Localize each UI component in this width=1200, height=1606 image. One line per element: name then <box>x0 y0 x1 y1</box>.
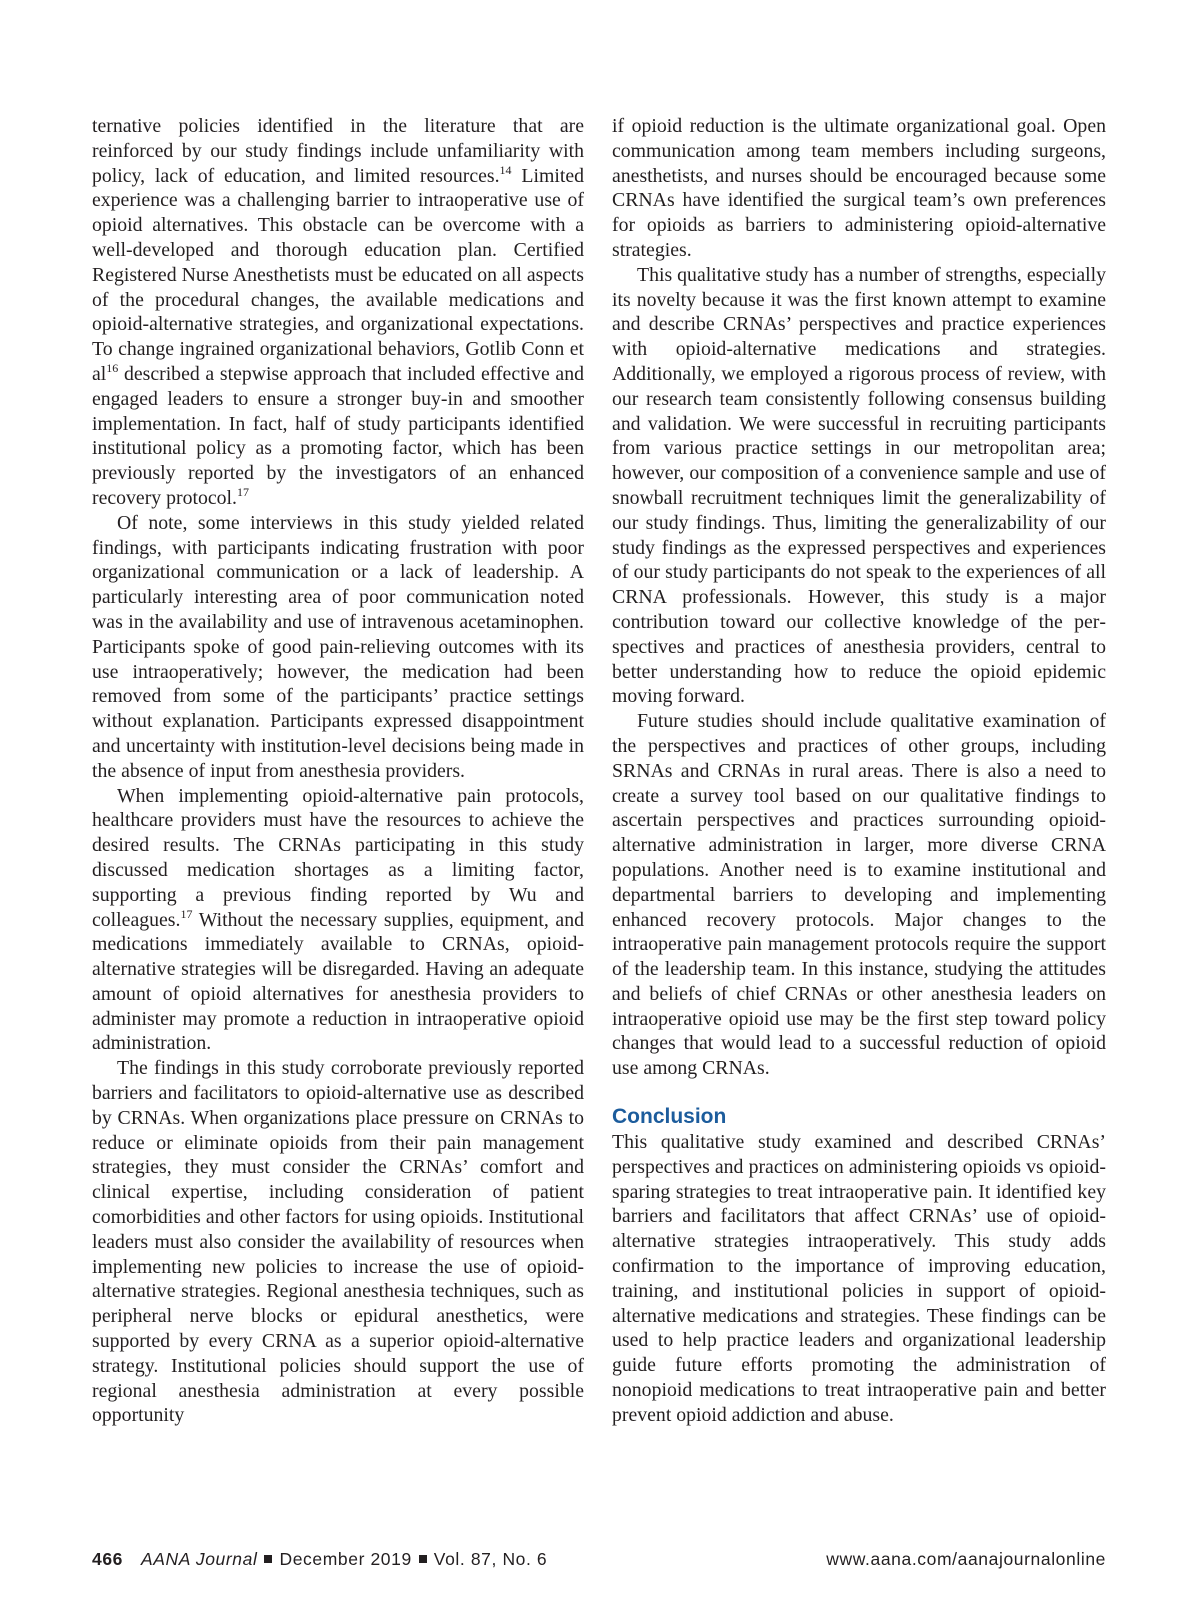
body-paragraph: if opioid reduction is the ultimate organizational goal. Open communication among team members including surgeons, anesthetists, and nurses should be encouraged because some CRNAs have identified the surgical team’s own preferences for opioids as barriers to administering opioid-alternative strategies. <box>612 115 1106 261</box>
page-number: 466 <box>92 1549 123 1569</box>
issue-date: December 2019 <box>279 1549 412 1569</box>
left-column <box>92 114 584 1428</box>
body-paragraph: When implementing opioid-alternative pain protocols, healthcare providers must have the resources to achieve the desired results. The CRNAs participating in this study discussed medication shortages as a limiting factor, supporting a previous finding reported by Wu and colleagues.$^{17}$ Without the necessary supplies, equipment, and medications immediately available to CRNAs, opioid-alternative strategies will be disregarded. Having an adequate amount of opioid alternatives for anesthesia providers to administer may promote a reduction in intraoperative opioid administration. <box>92 784 584 1055</box>
reference-superscript: 14 <box>499 162 512 177</box>
volume-issue: Vol. 87, No. 6 <box>433 1549 548 1569</box>
body-paragraph: ternative policies identified in the literature that are reinforced by our study findings include unfamiliarity with policy, lack of education, and limited resources.$^{14}$ Limited experience was a challenging barrier to intraoperative use of opioid alternatives. This obstacle can be overcome with a well-developed and thorough education plan. Certified Registered Nurse Anesthetists must be educated on all aspects of the procedural changes, the available medications and opioid-alternative strategies, and organizational expectations. To change ingrained organizational behaviors, Gotlib Conn et $al^{16}$ described a stepwise approach that included effective and engaged leaders to ensure a stronger buy-in and smoother implementation. In fact, half of study participants identified institutional policy as a promoting factor, which has been previously reported by the investigators of an enhanced recovery protocol.$^{17}$ <box>92 115 584 509</box>
separator-square-icon <box>264 1555 272 1563</box>
body-paragraph: The findings in this study corroborate previously reported barriers and facilitators to opioid-alternative use as described by CRNAs. When organizations place pressure on CRNAs to reduce or eliminate opioids from their pain management strategies, they must consider the CRNAs’ comfort and clinical expertise, including consideration of patient comorbidities and other factors for using opioids. Institutional leaders must also consider the availability of resources when implementing new policies to increase the use of opioid-alternative strategies. Regional anesthesia techniques, such as peripheral nerve blocks or epidural anesthetics, were supported by every CRNA as a superior opioid-alternative strategy. Institutional policies should support the use of regional anesthesia administration at every possible opportunity <box>92 1057 584 1427</box>
footer-citation <box>92 1549 547 1569</box>
journal-url[interactable]: www.aana.com/aanajournalonline <box>826 1549 1106 1569</box>
body-paragraph: Of note, some interviews in this study yielded related findings, with participants indicating frustration with poor organizational communication or a lack of leadership. A particularly interesting area of poor communication noted was in the availability and use of intravenous acetaminophen. Participants spoke of good pain-relieving outcomes with its use intraoperatively; however, the medication had been removed from some of the participants’ practice settings without explanation. Participants expressed disappointment and uncertainty with institution-level decisions being made in the absence of input from anesthesia providers. <box>92 511 584 782</box>
reference-superscript: 17 <box>180 906 193 921</box>
reference-superscript: 16 <box>106 360 119 375</box>
body-paragraph: Future studies should include qualitative examination of the perspectives and practices of other groups, including SRNAs and CRNAs in rural areas. There is also a need to create a survey tool based on our qualitative findings to ascertain perspectives and practices surrounding opioid-alternative administration in larger, more diverse CRNA populations. Another need is to examine institutional and departmental barriers to developing and implementing enhanced recovery protocols. Major changes to the intraoperative pain management protocols require the support of the leadership team. In this instance, studying the attitudes and beliefs of chief CRNAs or other anesthesia leaders on intraoperative opioid use may be the first step toward policy changes that would lead to a successful reduction of opioid use among CRNAs. <box>612 710 1106 1080</box>
separator-square-icon <box>419 1555 427 1563</box>
journal-name: AANA Journal <box>141 1549 258 1569</box>
conclusion-paragraph: This qualitative study examined and described CRNAs’ perspectives and practices on administering opioids vs opioid-sparing strategies to treat intraoperative pain. It identified key barriers and facilitators that affect CRNAs’ use of opioid-alternative strategies intraoperatively. This study adds confirmation to the importance of improving education, training, and institutional policies in support of opioid-alternative medications and strategies. These findings can be used to help practice leaders and organizational leadership guide future efforts promoting the administration of nonopioid medications to treat intraoperative pain and better prevent opioid addiction and abuse. <box>612 1131 1106 1426</box>
conclusion-heading: Conclusion <box>612 1105 727 1129</box>
reference-superscript: 17 <box>237 484 249 499</box>
body-paragraph: This qualitative study has a number of strengths, especially its novelty because it was the first known attempt to examine and describe CRNAs’ perspectives and practice experiences with opioid-alternative medications and strategies. Additionally, we employed a rigorous process of review, with our research team consistently following consensus building and validation. We were successful in recruiting participants from various practice settings in our metropolitan area; however, our composition of a convenience sample and use of snowball recruitment techniques limit the generalizability of our study findings. Thus, limiting the generalizability of our study findings as the expressed perspectives and experiences of our study participants do not speak to the experiences of all CRNA professionals. However, this study is a major contribution toward our collective knowledge of the perspectives and practices of anesthesia providers, central to better understanding how to reduce the opioid epidemic moving forward. <box>612 263 1106 708</box>
right-column <box>612 114 1106 1428</box>
